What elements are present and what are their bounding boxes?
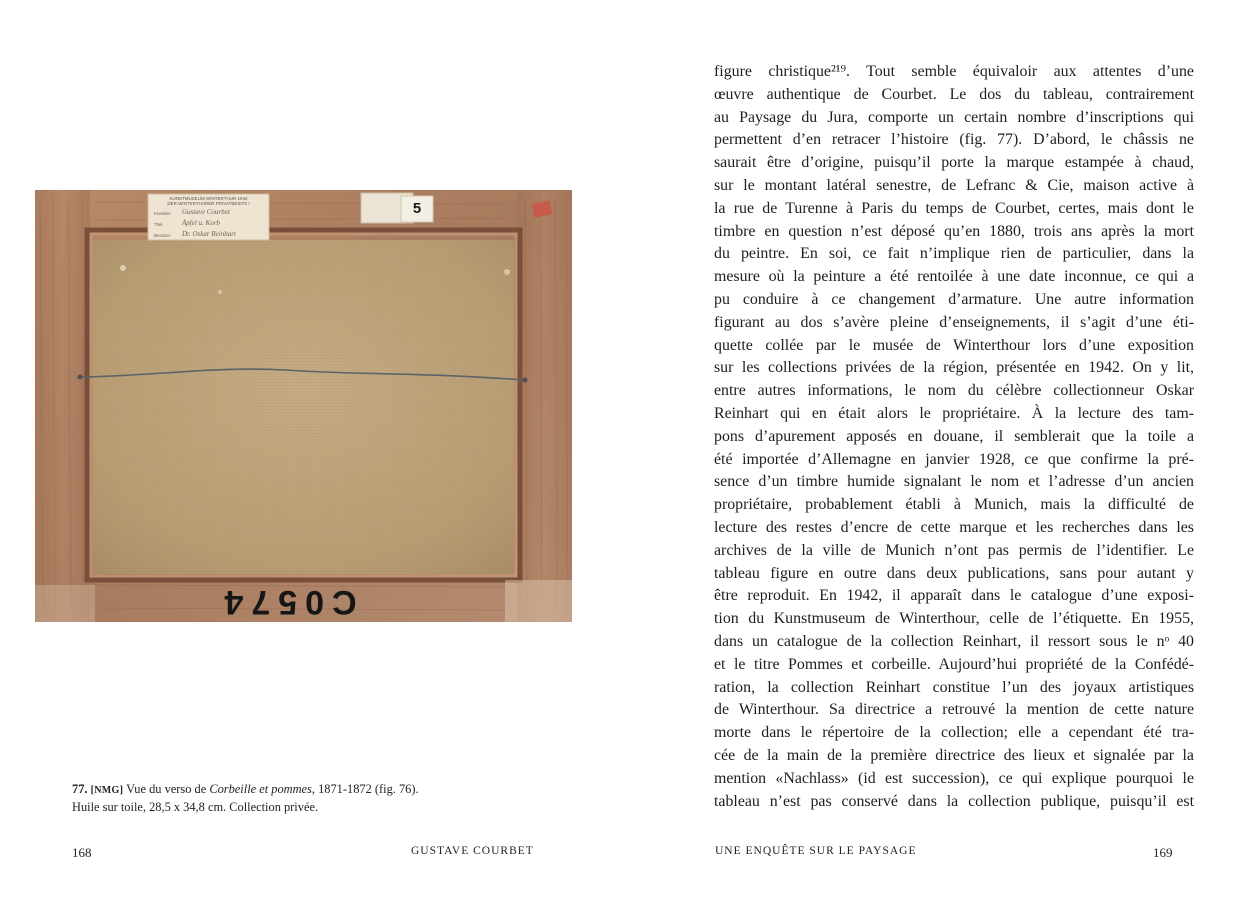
body-text-line: au Paysage du Jura, comporte un certain nombre d’inscriptions qui	[714, 108, 1194, 126]
caption-text-after: , 1871-1872 (fig. 76).	[311, 782, 419, 796]
running-head-right: UNE ENQUÊTE SUR LE PAYSAGE	[715, 845, 917, 857]
body-text-line: archives de la ville de Munich n’ont pas permis de l’identifier. Le	[714, 541, 1194, 559]
body-text-line: sur les collections privées de la région, présentée en 1942. On y lit,	[714, 359, 1194, 377]
exhibition-label	[148, 194, 269, 240]
caption-artwork-title: Corbeille et pommes	[209, 782, 312, 796]
body-text-line: permettent d’en retracer l’histoire (fig. 77). D’abord, le châssis ne	[714, 131, 1194, 149]
label-row-field: Besitzer	[154, 233, 171, 238]
body-text-line: la rue de Turenne à Paris du temps de Courbet, certes, mais dont le	[714, 199, 1194, 217]
caption-text-before: Vue du verso de	[126, 782, 207, 796]
body-text-line: pons d’apurement apposés en douane, il semblerait que la toile a	[714, 427, 1194, 445]
page-number-left: 168	[72, 845, 92, 860]
body-text-line: morte dans le répertoire de la collection; elle a cependant été tra-	[714, 724, 1194, 742]
body-text-line: tableau n’est pas conservé dans la collection publique, puisqu’il est	[714, 792, 1194, 810]
exhibition-label-title: KUNSTMUSEUM WINTERTHUR 1942 DER WINTERTHURER PRIVATBESITZ I	[167, 196, 250, 206]
body-text-line: mention «Nachlass» (id est succession), ce qui explique pourquoi le	[714, 769, 1194, 787]
body-text-line: tableau figure en outre dans deux publications, sans pour autant y	[714, 564, 1194, 582]
running-head-left: GUSTAVE COURBET	[411, 845, 534, 857]
body-text-line: pu conduire à ce changement d’armature. Une autre information	[714, 290, 1194, 308]
body-text-line: timbre en question n’est déposé qu’en 1880, trois ans après la mort	[714, 222, 1194, 240]
caption-number: 77.	[72, 782, 88, 796]
body-text-line: œuvre authentique de Courbet. Le dos du tableau, contrairement	[714, 85, 1194, 103]
stretcher-frame-graphic	[35, 190, 572, 622]
figure-caption	[72, 781, 512, 816]
body-text-line: mesure où la peinture a été rentoilée à une date inconnue, ce qui a	[714, 268, 1194, 286]
body-text-line: figure christique²¹⁹. Tout semble équivaloir aux attentes d’une	[714, 63, 1194, 80]
label-row-value: Äpfel u. Korb	[182, 219, 220, 227]
body-text-line: figurant au dos s’avère pleine d’enseignements, il s’agit d’une éti-	[714, 313, 1194, 331]
body-text-line: entre autres informations, le nom du célèbre collectionneur Oskar	[714, 382, 1194, 400]
caption-line-2: Huile sur toile, 28,5 x 34,8 cm. Collection privée.	[72, 800, 319, 814]
body-text-line: du peintre. En soi, ce fait n’implique rien de particulier, dans la	[714, 245, 1194, 263]
label-row-field: Titel	[154, 222, 163, 227]
caption-tag: [NMG]	[90, 785, 124, 796]
body-text-line: sence d’un timbre humide signalant le nom et l’adresse d’un ancien	[714, 473, 1194, 491]
label-row-value: Gustave Courbet	[182, 208, 230, 216]
stenciled-inventory-code: C0574	[216, 583, 357, 621]
body-text-line: propriétaire, probablement établi à Munich, mais la difficulté de	[714, 496, 1194, 514]
painting-reverse-image	[35, 190, 572, 622]
label-row-value: Dr. Oskar Reinhart	[182, 230, 236, 238]
body-text-line: sur le montant latéral senestre, de Lefranc & Cie, maison active à	[714, 176, 1194, 194]
inventory-tag-number: 5	[412, 200, 422, 217]
body-text-line: ration, la collection Reinhart constitue l’un des joyaux artistiques	[714, 678, 1194, 696]
body-text-line: cée de la main de la première directrice des lieux et signalée par la	[714, 746, 1194, 764]
body-text-line: tion du Kunstmuseum de Winterthour, celle de l’étiquette. En 1955,	[714, 610, 1194, 628]
body-text-line: été importée d’Allemagne en janvier 1928, ce que confirme la pré-	[714, 450, 1194, 468]
body-text	[714, 61, 1194, 813]
body-text-line: Reinhart qui en était alors le propriétaire. À la lecture des tam-	[714, 404, 1194, 422]
body-text-line: de Winterthour. Sa directrice a retrouvé la mention de cette nature	[714, 701, 1194, 719]
body-text-line: lecture des restes d’encre de cette marque et les recherches dans les	[714, 518, 1194, 536]
body-text-line: être reproduit. En 1942, il apparaît dans le catalogue d’une exposi-	[714, 587, 1194, 605]
caption-line-1	[72, 781, 512, 799]
label-row-field: Künstler	[154, 211, 171, 216]
page-number-right: 169	[1153, 845, 1173, 860]
right-page	[624, 0, 1248, 913]
body-text-line: quette collée par le musée de Winterthour lors d’une exposition	[714, 336, 1194, 354]
body-text-line: dans un catalogue de la collection Reinhart, il ressort sous le nᵒ 40	[714, 632, 1194, 650]
body-text-line: et le titre Pommes et corbeille. Aujourd’hui propriété de la Confédé-	[714, 655, 1194, 673]
body-text-line: saurait être d’origine, puisqu’il porte la marque estampée à chaud,	[714, 154, 1194, 172]
